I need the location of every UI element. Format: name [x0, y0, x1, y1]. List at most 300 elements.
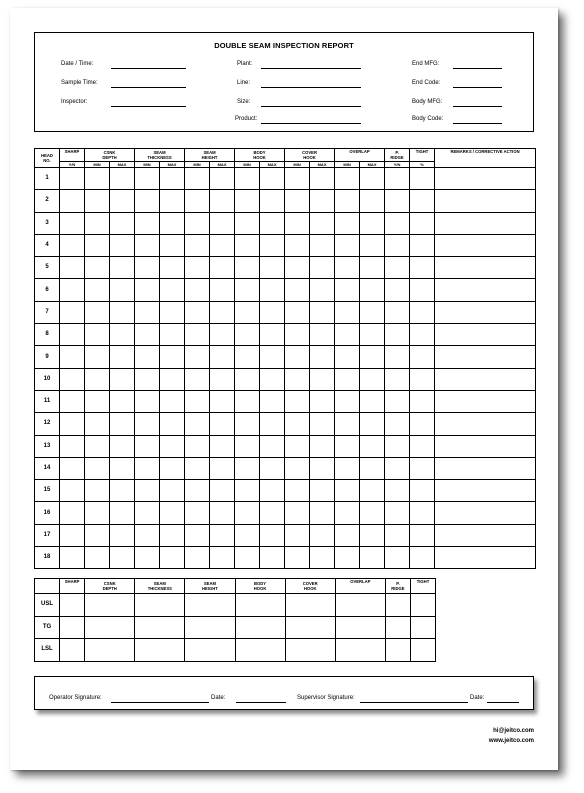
table-cell[interactable]	[210, 257, 235, 279]
table-cell[interactable]	[335, 190, 360, 212]
table-cell[interactable]	[410, 480, 435, 502]
table-cell[interactable]	[360, 234, 385, 256]
table-cell[interactable]	[310, 234, 335, 256]
table-cell[interactable]	[185, 190, 210, 212]
table-cell[interactable]	[135, 457, 160, 479]
table-cell[interactable]	[260, 168, 285, 190]
table-cell[interactable]	[310, 279, 335, 301]
table-cell[interactable]	[285, 524, 310, 546]
table-cell[interactable]	[110, 190, 135, 212]
table-cell[interactable]	[310, 301, 335, 323]
table-cell[interactable]	[85, 301, 110, 323]
table-cell[interactable]	[210, 212, 235, 234]
table-cell[interactable]	[435, 190, 536, 212]
table-cell[interactable]	[385, 257, 410, 279]
table-cell[interactable]	[85, 524, 110, 546]
table-cell[interactable]	[110, 413, 135, 435]
limit-cell[interactable]	[85, 594, 135, 617]
table-cell[interactable]	[110, 502, 135, 524]
limit-cell[interactable]	[85, 616, 135, 639]
table-cell[interactable]	[210, 390, 235, 412]
table-cell[interactable]	[435, 480, 536, 502]
table-cell[interactable]	[185, 457, 210, 479]
table-cell[interactable]	[110, 390, 135, 412]
table-cell[interactable]	[185, 234, 210, 256]
table-cell[interactable]	[160, 212, 185, 234]
table-cell[interactable]	[285, 502, 310, 524]
table-cell[interactable]	[310, 457, 335, 479]
table-cell[interactable]	[160, 346, 185, 368]
table-cell[interactable]	[285, 346, 310, 368]
table-cell[interactable]	[410, 457, 435, 479]
table-cell[interactable]	[360, 279, 385, 301]
table-cell[interactable]	[360, 413, 385, 435]
table-cell[interactable]	[210, 413, 235, 435]
table-cell[interactable]	[135, 168, 160, 190]
table-cell[interactable]	[135, 279, 160, 301]
limit-cell[interactable]	[285, 639, 335, 662]
table-cell[interactable]	[385, 346, 410, 368]
table-cell[interactable]	[110, 480, 135, 502]
table-cell[interactable]	[60, 502, 85, 524]
date-time-field[interactable]	[111, 68, 186, 69]
table-cell[interactable]	[335, 212, 360, 234]
table-cell[interactable]	[235, 524, 260, 546]
table-cell[interactable]	[160, 547, 185, 569]
table-cell[interactable]	[285, 234, 310, 256]
table-cell[interactable]	[260, 234, 285, 256]
table-cell[interactable]	[85, 324, 110, 346]
contact-website[interactable]: www.jeitco.com	[488, 738, 534, 744]
contact-email[interactable]: hi@jeitco.com	[493, 728, 534, 734]
table-cell[interactable]	[135, 368, 160, 390]
table-cell[interactable]	[410, 502, 435, 524]
table-cell[interactable]	[435, 547, 536, 569]
table-cell[interactable]	[385, 301, 410, 323]
limit-cell[interactable]	[385, 639, 410, 662]
table-cell[interactable]	[335, 346, 360, 368]
table-cell[interactable]	[160, 190, 185, 212]
table-cell[interactable]	[85, 457, 110, 479]
table-cell[interactable]	[260, 457, 285, 479]
end-mfg-field[interactable]	[453, 68, 502, 69]
table-cell[interactable]	[110, 435, 135, 457]
sample-time-field[interactable]	[111, 87, 186, 88]
limit-cell[interactable]	[410, 639, 435, 662]
limit-cell[interactable]	[410, 594, 435, 617]
table-cell[interactable]	[410, 346, 435, 368]
table-cell[interactable]	[185, 168, 210, 190]
table-cell[interactable]	[60, 301, 85, 323]
table-cell[interactable]	[85, 257, 110, 279]
limit-cell[interactable]	[385, 616, 410, 639]
table-cell[interactable]	[285, 257, 310, 279]
table-cell[interactable]	[335, 480, 360, 502]
table-cell[interactable]	[60, 279, 85, 301]
table-cell[interactable]	[360, 301, 385, 323]
table-cell[interactable]	[135, 212, 160, 234]
table-cell[interactable]	[210, 480, 235, 502]
table-cell[interactable]	[360, 168, 385, 190]
supervisor-date-field[interactable]	[487, 702, 519, 703]
operator-signature-field[interactable]	[111, 702, 209, 703]
table-cell[interactable]	[210, 234, 235, 256]
table-cell[interactable]	[110, 457, 135, 479]
table-cell[interactable]	[235, 212, 260, 234]
table-cell[interactable]	[335, 279, 360, 301]
table-cell[interactable]	[160, 257, 185, 279]
table-cell[interactable]	[85, 234, 110, 256]
table-cell[interactable]	[385, 524, 410, 546]
table-cell[interactable]	[360, 457, 385, 479]
table-cell[interactable]	[260, 324, 285, 346]
table-cell[interactable]	[135, 524, 160, 546]
limit-cell[interactable]	[135, 639, 185, 662]
table-cell[interactable]	[60, 168, 85, 190]
supervisor-signature-field[interactable]	[360, 702, 468, 703]
table-cell[interactable]	[185, 368, 210, 390]
table-cell[interactable]	[110, 324, 135, 346]
table-cell[interactable]	[435, 234, 536, 256]
table-cell[interactable]	[410, 413, 435, 435]
table-cell[interactable]	[310, 435, 335, 457]
table-cell[interactable]	[135, 547, 160, 569]
table-cell[interactable]	[110, 368, 135, 390]
table-cell[interactable]	[60, 257, 85, 279]
table-cell[interactable]	[85, 279, 110, 301]
limit-cell[interactable]	[60, 594, 85, 617]
table-cell[interactable]	[310, 547, 335, 569]
table-cell[interactable]	[260, 524, 285, 546]
table-cell[interactable]	[135, 435, 160, 457]
table-cell[interactable]	[335, 257, 360, 279]
table-cell[interactable]	[335, 457, 360, 479]
table-cell[interactable]	[310, 413, 335, 435]
table-cell[interactable]	[185, 324, 210, 346]
table-cell[interactable]	[110, 547, 135, 569]
table-cell[interactable]	[360, 257, 385, 279]
table-cell[interactable]	[310, 368, 335, 390]
table-cell[interactable]	[260, 212, 285, 234]
table-cell[interactable]	[260, 346, 285, 368]
limit-cell[interactable]	[335, 594, 385, 617]
table-cell[interactable]	[260, 435, 285, 457]
table-cell[interactable]	[235, 435, 260, 457]
table-cell[interactable]	[310, 502, 335, 524]
table-cell[interactable]	[385, 547, 410, 569]
table-cell[interactable]	[285, 390, 310, 412]
table-cell[interactable]	[335, 390, 360, 412]
table-cell[interactable]	[285, 212, 310, 234]
table-cell[interactable]	[285, 168, 310, 190]
table-cell[interactable]	[435, 368, 536, 390]
product-field[interactable]	[261, 123, 361, 124]
table-cell[interactable]	[60, 212, 85, 234]
table-cell[interactable]	[335, 324, 360, 346]
table-cell[interactable]	[85, 480, 110, 502]
limit-cell[interactable]	[285, 594, 335, 617]
table-cell[interactable]	[210, 346, 235, 368]
table-cell[interactable]	[235, 257, 260, 279]
table-cell[interactable]	[410, 301, 435, 323]
body-mfg-field[interactable]	[453, 106, 502, 107]
table-cell[interactable]	[260, 279, 285, 301]
table-cell[interactable]	[310, 324, 335, 346]
limit-cell[interactable]	[385, 594, 410, 617]
table-cell[interactable]	[310, 480, 335, 502]
table-cell[interactable]	[335, 368, 360, 390]
table-cell[interactable]	[110, 301, 135, 323]
table-cell[interactable]	[160, 279, 185, 301]
table-cell[interactable]	[310, 168, 335, 190]
table-cell[interactable]	[210, 301, 235, 323]
limit-cell[interactable]	[135, 616, 185, 639]
limit-cell[interactable]	[60, 616, 85, 639]
table-cell[interactable]	[85, 190, 110, 212]
table-cell[interactable]	[60, 457, 85, 479]
table-cell[interactable]	[235, 368, 260, 390]
table-cell[interactable]	[285, 190, 310, 212]
table-cell[interactable]	[235, 457, 260, 479]
table-cell[interactable]	[135, 234, 160, 256]
table-cell[interactable]	[335, 547, 360, 569]
table-cell[interactable]	[385, 502, 410, 524]
table-cell[interactable]	[435, 457, 536, 479]
table-cell[interactable]	[235, 346, 260, 368]
table-cell[interactable]	[435, 502, 536, 524]
table-cell[interactable]	[260, 390, 285, 412]
table-cell[interactable]	[210, 524, 235, 546]
table-cell[interactable]	[60, 324, 85, 346]
table-cell[interactable]	[360, 368, 385, 390]
table-cell[interactable]	[60, 390, 85, 412]
table-cell[interactable]	[335, 234, 360, 256]
table-cell[interactable]	[360, 212, 385, 234]
table-cell[interactable]	[385, 212, 410, 234]
table-cell[interactable]	[160, 502, 185, 524]
table-cell[interactable]	[410, 547, 435, 569]
table-cell[interactable]	[435, 301, 536, 323]
table-cell[interactable]	[235, 390, 260, 412]
table-cell[interactable]	[385, 168, 410, 190]
table-cell[interactable]	[110, 168, 135, 190]
table-cell[interactable]	[360, 190, 385, 212]
table-cell[interactable]	[135, 257, 160, 279]
table-cell[interactable]	[160, 457, 185, 479]
table-cell[interactable]	[160, 435, 185, 457]
table-cell[interactable]	[260, 301, 285, 323]
table-cell[interactable]	[310, 524, 335, 546]
table-cell[interactable]	[60, 368, 85, 390]
table-cell[interactable]	[360, 547, 385, 569]
table-cell[interactable]	[385, 435, 410, 457]
table-cell[interactable]	[210, 502, 235, 524]
table-cell[interactable]	[185, 524, 210, 546]
table-cell[interactable]	[310, 346, 335, 368]
table-cell[interactable]	[60, 480, 85, 502]
table-cell[interactable]	[435, 390, 536, 412]
table-cell[interactable]	[360, 480, 385, 502]
table-cell[interactable]	[160, 234, 185, 256]
table-cell[interactable]	[60, 435, 85, 457]
limit-cell[interactable]	[335, 616, 385, 639]
table-cell[interactable]	[185, 390, 210, 412]
table-cell[interactable]	[160, 301, 185, 323]
table-cell[interactable]	[135, 480, 160, 502]
table-cell[interactable]	[85, 502, 110, 524]
table-cell[interactable]	[260, 547, 285, 569]
table-cell[interactable]	[110, 257, 135, 279]
table-cell[interactable]	[160, 390, 185, 412]
table-cell[interactable]	[60, 234, 85, 256]
line-field[interactable]	[261, 87, 361, 88]
table-cell[interactable]	[235, 324, 260, 346]
table-cell[interactable]	[435, 324, 536, 346]
table-cell[interactable]	[110, 212, 135, 234]
size-field[interactable]	[261, 106, 361, 107]
table-cell[interactable]	[335, 435, 360, 457]
table-cell[interactable]	[135, 346, 160, 368]
table-cell[interactable]	[260, 413, 285, 435]
table-cell[interactable]	[210, 190, 235, 212]
table-cell[interactable]	[110, 346, 135, 368]
table-cell[interactable]	[210, 368, 235, 390]
table-cell[interactable]	[285, 279, 310, 301]
table-cell[interactable]	[335, 524, 360, 546]
table-cell[interactable]	[310, 190, 335, 212]
table-cell[interactable]	[160, 413, 185, 435]
limit-cell[interactable]	[135, 594, 185, 617]
limit-cell[interactable]	[185, 616, 235, 639]
table-cell[interactable]	[85, 368, 110, 390]
table-cell[interactable]	[360, 502, 385, 524]
table-cell[interactable]	[85, 212, 110, 234]
table-cell[interactable]	[385, 390, 410, 412]
table-cell[interactable]	[160, 524, 185, 546]
table-cell[interactable]	[435, 413, 536, 435]
table-cell[interactable]	[185, 502, 210, 524]
table-cell[interactable]	[110, 279, 135, 301]
table-cell[interactable]	[110, 234, 135, 256]
table-cell[interactable]	[435, 257, 536, 279]
table-cell[interactable]	[235, 168, 260, 190]
table-cell[interactable]	[210, 547, 235, 569]
table-cell[interactable]	[85, 435, 110, 457]
table-cell[interactable]	[310, 212, 335, 234]
table-cell[interactable]	[60, 524, 85, 546]
table-cell[interactable]	[385, 190, 410, 212]
table-cell[interactable]	[385, 413, 410, 435]
table-cell[interactable]	[410, 168, 435, 190]
table-cell[interactable]	[210, 279, 235, 301]
table-cell[interactable]	[410, 212, 435, 234]
table-cell[interactable]	[160, 480, 185, 502]
limit-cell[interactable]	[85, 639, 135, 662]
table-cell[interactable]	[385, 324, 410, 346]
table-cell[interactable]	[310, 257, 335, 279]
table-cell[interactable]	[360, 346, 385, 368]
table-cell[interactable]	[385, 368, 410, 390]
limit-cell[interactable]	[410, 616, 435, 639]
table-cell[interactable]	[185, 279, 210, 301]
body-code-field[interactable]	[453, 123, 502, 124]
table-cell[interactable]	[185, 480, 210, 502]
table-cell[interactable]	[410, 234, 435, 256]
inspector-field[interactable]	[111, 106, 186, 107]
limit-cell[interactable]	[60, 639, 85, 662]
table-cell[interactable]	[235, 190, 260, 212]
table-cell[interactable]	[260, 190, 285, 212]
table-cell[interactable]	[210, 168, 235, 190]
table-cell[interactable]	[335, 168, 360, 190]
table-cell[interactable]	[410, 390, 435, 412]
table-cell[interactable]	[235, 547, 260, 569]
table-cell[interactable]	[185, 435, 210, 457]
table-cell[interactable]	[160, 324, 185, 346]
table-cell[interactable]	[435, 168, 536, 190]
table-cell[interactable]	[285, 324, 310, 346]
table-cell[interactable]	[260, 502, 285, 524]
table-cell[interactable]	[385, 234, 410, 256]
limit-cell[interactable]	[185, 594, 235, 617]
table-cell[interactable]	[335, 413, 360, 435]
table-cell[interactable]	[360, 524, 385, 546]
table-cell[interactable]	[360, 435, 385, 457]
table-cell[interactable]	[435, 435, 536, 457]
table-cell[interactable]	[410, 368, 435, 390]
operator-date-field[interactable]	[236, 702, 286, 703]
table-cell[interactable]	[185, 547, 210, 569]
table-cell[interactable]	[235, 413, 260, 435]
plant-field[interactable]	[261, 68, 361, 69]
table-cell[interactable]	[235, 279, 260, 301]
table-cell[interactable]	[385, 279, 410, 301]
table-cell[interactable]	[185, 212, 210, 234]
table-cell[interactable]	[435, 279, 536, 301]
limit-cell[interactable]	[235, 616, 285, 639]
table-cell[interactable]	[85, 168, 110, 190]
table-cell[interactable]	[60, 547, 85, 569]
table-cell[interactable]	[210, 435, 235, 457]
limit-cell[interactable]	[285, 616, 335, 639]
table-cell[interactable]	[60, 346, 85, 368]
table-cell[interactable]	[285, 480, 310, 502]
table-cell[interactable]	[435, 346, 536, 368]
table-cell[interactable]	[260, 257, 285, 279]
table-cell[interactable]	[210, 457, 235, 479]
table-cell[interactable]	[85, 413, 110, 435]
table-cell[interactable]	[410, 257, 435, 279]
limit-cell[interactable]	[235, 594, 285, 617]
limit-cell[interactable]	[185, 639, 235, 662]
table-cell[interactable]	[160, 368, 185, 390]
table-cell[interactable]	[85, 547, 110, 569]
table-cell[interactable]	[235, 301, 260, 323]
table-cell[interactable]	[410, 435, 435, 457]
table-cell[interactable]	[185, 346, 210, 368]
table-cell[interactable]	[185, 413, 210, 435]
table-cell[interactable]	[360, 390, 385, 412]
table-cell[interactable]	[285, 547, 310, 569]
table-cell[interactable]	[360, 324, 385, 346]
table-cell[interactable]	[185, 301, 210, 323]
table-cell[interactable]	[135, 413, 160, 435]
table-cell[interactable]	[235, 480, 260, 502]
table-cell[interactable]	[135, 502, 160, 524]
table-cell[interactable]	[410, 190, 435, 212]
table-cell[interactable]	[235, 502, 260, 524]
table-cell[interactable]	[435, 524, 536, 546]
